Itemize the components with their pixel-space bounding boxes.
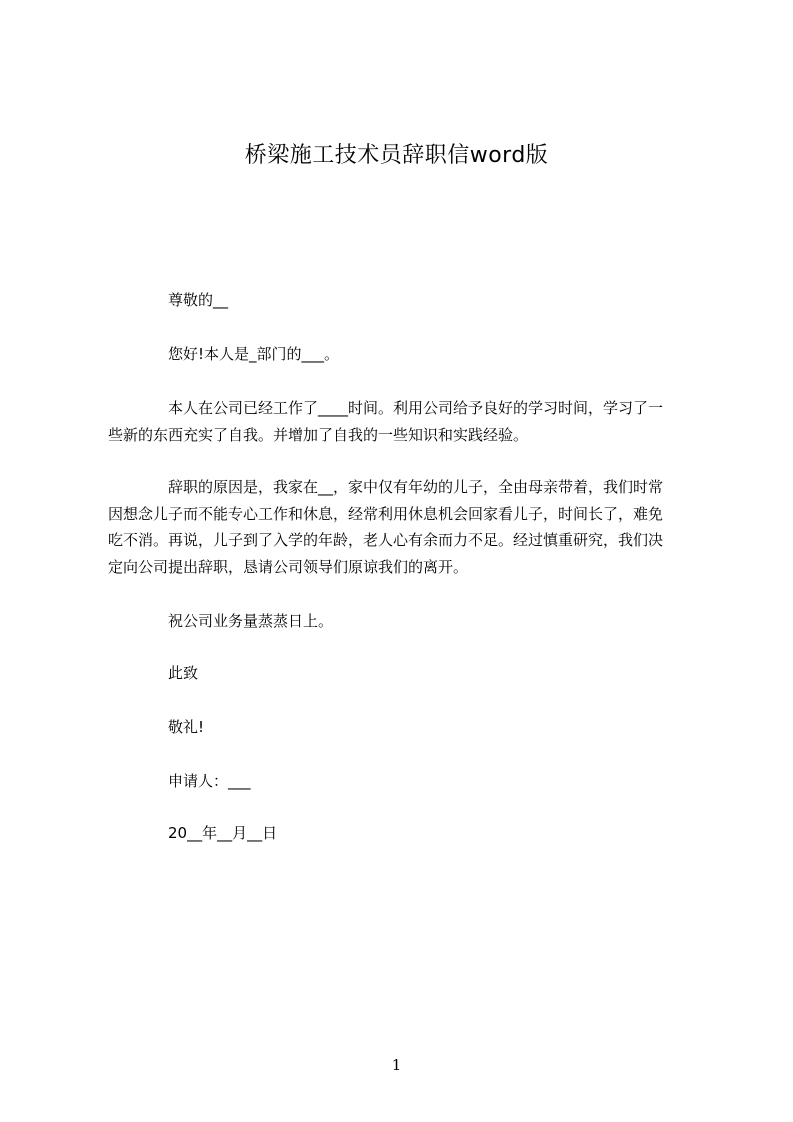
date-line: 20__年__月__日	[168, 824, 278, 842]
wishes: 祝公司业务量蒸蒸日上。	[168, 612, 334, 630]
paragraph-line: 些新的东西充实了自我。并增加了自我的一些知识和实践经验。	[108, 425, 529, 444]
paragraph-work-experience	[108, 395, 702, 448]
paragraph-line: 吃不消。再说，儿子到了入学的年龄，老人心有余而力不足。经过慎重研究，我们决	[108, 531, 664, 549]
applicant-signature: 申请人：___	[168, 772, 251, 790]
paragraph-line: 辞职的原因是，我家在__，家中仅有年幼的儿子，全由母亲带着，我们时常	[168, 478, 664, 496]
closing-line-2: 敬礼!	[168, 718, 205, 736]
closing-line-1: 此致	[168, 664, 199, 682]
paragraph-line: 本人在公司已经工作了____时间。利用公司给予良好的学习时间，学习了一	[168, 399, 664, 417]
paragraph-line: 定向公司提出辞职，恳请公司领导们原谅我们的离开。	[108, 557, 469, 576]
salutation: 尊敬的__	[168, 291, 229, 309]
paragraph-resignation-reason	[108, 474, 702, 580]
page-number: 1	[391, 1056, 402, 1074]
document-title: 桥梁施工技术员辞职信word版	[244, 143, 549, 168]
greeting: 您好!本人是_部门的___。	[168, 345, 340, 363]
paragraph-line: 因想念儿子而不能专心工作和休息，经常利用休息机会回家看儿子，时间长了，难免	[108, 504, 664, 523]
